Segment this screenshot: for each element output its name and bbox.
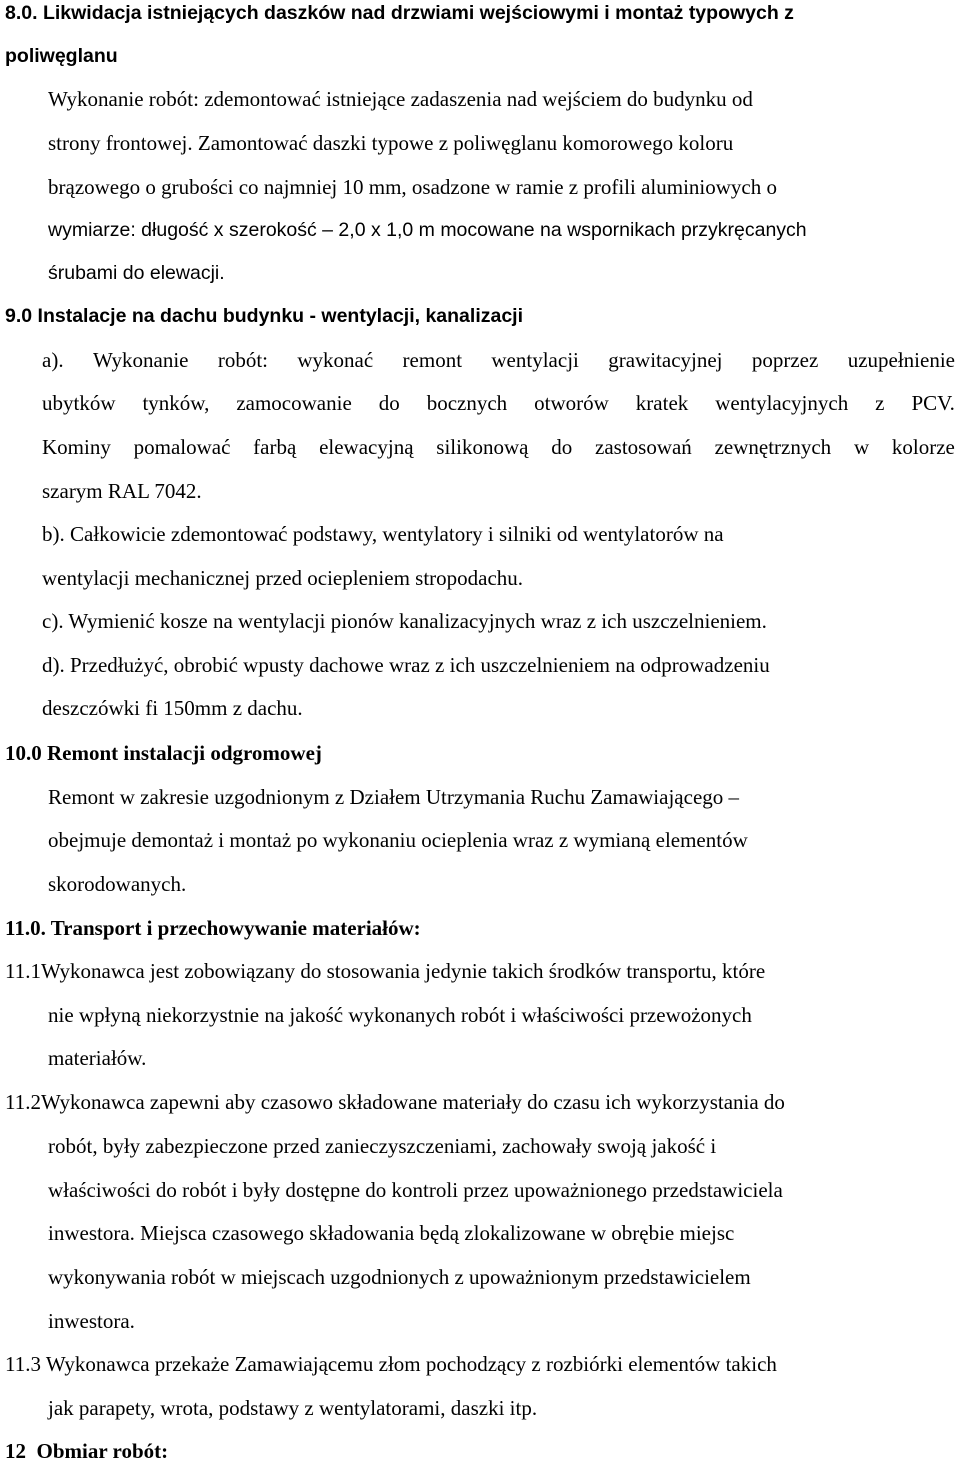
section-9-item-d-line: d). Przedłużyć, obrobić wpusty dachowe wraz z ich uszczelnieniem na odprowadzeniu — [42, 653, 770, 677]
section-11-2-line: robót, były zabezpieczone przed zanieczyszczeniami, zachowały swoją jakość i — [48, 1134, 717, 1158]
section-9-item-a-line-1 — [42, 347, 955, 373]
word: otworów — [534, 391, 609, 415]
section-9-item-a-line-3 — [42, 434, 955, 460]
word: poprzez — [751, 348, 819, 372]
word: wentylacyjnych — [715, 391, 849, 415]
section-8-paragraph-line: wymiarze: długość x szerokość – 2,0 x 1,0 m mocowane na wspornikach przykręcanych — [48, 219, 807, 241]
section-9-item-b-line: b). Całkowicie zdemontować podstawy, wentylatory i silniki od wentylatorów na — [42, 522, 724, 546]
section-12-heading: 12 Obmiar robót: — [5, 1439, 169, 1463]
word: tynków, — [142, 391, 210, 415]
section-9-item-d-line: deszczówki fi 150mm z dachu. — [42, 696, 303, 720]
section-11-3-line: jak parapety, wrota, podstawy z wentylatorami, daszki itp. — [48, 1396, 538, 1420]
section-11-1-line: nie wpłyną niekorzystnie na jakość wykonanych robót i właściwości przewożonych — [48, 1003, 752, 1027]
section-8-paragraph-line: strony frontowej. Zamontować daszki typowe z poliwęglanu komorowego koloru — [48, 131, 734, 155]
word: z — [875, 391, 885, 415]
section-9-item-c-line: c). Wymienić kosze na wentylacji pionów kanalizacyjnych wraz z ich uszczelnieniem. — [42, 609, 767, 633]
word: Wykonanie — [92, 348, 189, 372]
word: silikonową — [436, 435, 529, 459]
word: do — [551, 435, 573, 459]
section-9-item-a-line-2 — [42, 390, 955, 416]
word: wentylacji — [491, 348, 579, 372]
section-9-item-a-line-4: szarym RAL 7042. — [42, 479, 202, 503]
word: bocznych — [426, 391, 508, 415]
section-8-paragraph-line: Wykonanie robót: zdemontować istniejące zadaszenia nad wejściem do budynku od — [48, 87, 753, 111]
section-10-heading: 10.0 Remont instalacji odgromowej — [5, 741, 322, 765]
word: a). — [42, 348, 64, 372]
word: robót: — [217, 348, 269, 372]
word: ubytków — [42, 391, 116, 415]
word: uzupełnienie — [847, 348, 955, 372]
section-11-2-line: inwestora. Miejsca czasowego składowania będą zlokalizowane w obrębie miejsc — [48, 1221, 735, 1245]
word: zewnętrznych — [714, 435, 832, 459]
section-8-heading-line-1: 8.0. Likwidacja istniejących daszków nad drzwiami wejściowymi i montaż typowych z — [5, 2, 794, 24]
section-11-1-line: materiałów. — [48, 1046, 147, 1070]
section-10-paragraph-line: skorodowanych. — [48, 872, 187, 896]
section-8-paragraph-line: śrubami do elewacji. — [48, 262, 225, 284]
section-11-3-line: 11.3 Wykonawca przekaże Zamawiającemu złom pochodzący z rozbiórki elementów takich — [5, 1352, 777, 1376]
section-11-2-line: wykonywania robót w miejscach uzgodnionych z upoważnionym przedstawicielem — [48, 1265, 751, 1289]
word: w — [853, 435, 870, 459]
section-8-heading-line-2: poliwęglanu — [5, 45, 118, 67]
word: zastosowań — [595, 435, 692, 459]
section-11-2-line: 11.2Wykonawca zapewni aby czasowo składowane materiały do czasu ich wykorzystania do — [5, 1090, 785, 1114]
word: pomalować — [133, 435, 231, 459]
word: grawitacyjnej — [608, 348, 723, 372]
section-11-2-line: inwestora. — [48, 1309, 135, 1333]
section-9-heading: 9.0 Instalacje na dachu budynku - wentylacji, kanalizacji — [5, 305, 524, 327]
section-8-paragraph-line: brązowego o grubości co najmniej 10 mm, osadzone w ramie z profili aluminiowych o — [48, 175, 777, 199]
word: remont — [402, 348, 463, 372]
section-11-2-line: właściwości do robót i były dostępne do kontroli przez upoważnionego przedstawiciela — [48, 1178, 783, 1202]
word: do — [378, 391, 400, 415]
section-11-1-line: 11.1Wykonawca jest zobowiązany do stosowania jedynie takich środków transportu, które — [5, 959, 766, 983]
section-11-heading: 11.0. Transport i przechowywanie materiałów: — [5, 916, 421, 940]
word: zamocowanie — [236, 391, 352, 415]
word: kratek — [635, 391, 689, 415]
word: kolorze — [891, 435, 955, 459]
word: Kominy — [42, 435, 111, 459]
word: farbą — [253, 435, 297, 459]
section-10-paragraph-line: Remont w zakresie uzgodnionym z Działem Utrzymania Ruchu Zamawiającego – — [48, 785, 740, 809]
word: PCV. — [911, 391, 955, 415]
section-10-paragraph-line: obejmuje demontaż i montaż po wykonaniu ocieplenia wraz z wymianą elementów — [48, 828, 748, 852]
word: wykonać — [297, 348, 374, 372]
word: elewacyjną — [319, 435, 414, 459]
section-9-item-b-line: wentylacji mechanicznej przed ociepleniem stropodachu. — [42, 566, 524, 590]
